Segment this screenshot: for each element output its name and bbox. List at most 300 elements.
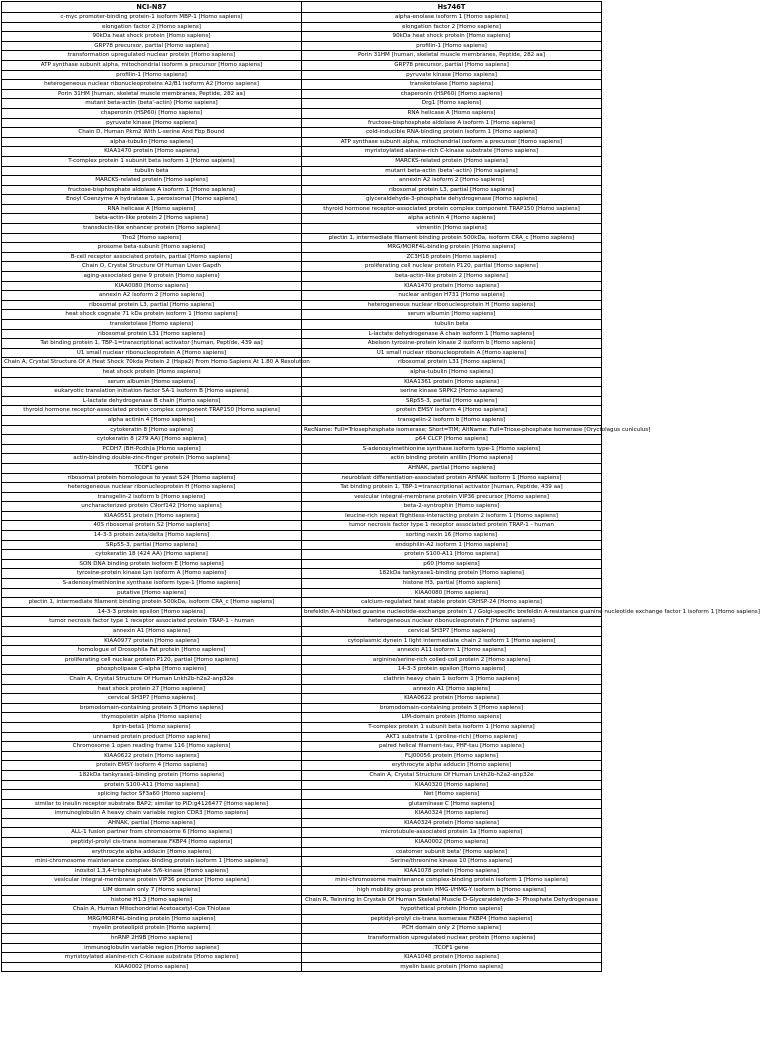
table-row — [2, 569, 602, 579]
hs746t-cell: KIAA0324 [Homo sapiens] — [302, 809, 602, 819]
hs746t-cell: annexin A1 [Homo sapiens] — [302, 684, 602, 694]
nci-n87-cell: c-myc promoter-binding protein-1 isoform MBP-1 [Homo sapiens] — [2, 13, 302, 23]
table-row — [2, 387, 602, 397]
table-row — [2, 598, 602, 608]
nci-n87-cell: transformation upregulated nuclear protein [Homo sapiens] — [2, 51, 302, 61]
nci-n87-cell: profilin-1 [Homo sapiens] — [2, 70, 302, 80]
table-row — [2, 924, 602, 934]
table-row — [2, 281, 602, 291]
hs746t-cell: brefeldin A-inhibited guanine nucleotide-exchange protein 1 / Golgi-specific brefeldin A-resistance guanine nucleotide exchange factor 1 isoform 1 [Homo sapiens] — [302, 607, 602, 617]
table-row — [2, 866, 602, 876]
nci-n87-cell: Chain A, Crystal Structure Of A Heat Shock 70kda Protein 2 (Hspa2) From Homo Sapiens At 1.80 A Resolution — [2, 358, 302, 368]
hs746t-cell: cervical SH3P7 [Homo sapiens] — [302, 627, 602, 637]
nci-n87-cell: KIAA0002 [Homo sapiens] — [2, 962, 302, 972]
table-row — [2, 166, 602, 176]
hs746t-cell: MRG/MORF4L-binding protein [Homo sapiens] — [302, 243, 602, 253]
hs746t-cell: alpha actinin 4 [Homo sapiens] — [302, 214, 602, 224]
table-row — [2, 732, 602, 742]
hs746t-cell: pyruvate kinase [Homo sapiens] — [302, 70, 602, 80]
hs746t-cell: KIAA0080 [Homo sapiens] — [302, 588, 602, 598]
hs746t-cell: p64 CLCP [Homo sapiens] — [302, 435, 602, 445]
hs746t-cell: annexin A2 isoform 2 [Homo sapiens] — [302, 176, 602, 186]
hs746t-cell: microtubule-associated protein 1a [Homo sapiens] — [302, 828, 602, 838]
nci-n87-cell: mutant beta-actin (beta'-actin) [Homo sapiens] — [2, 99, 302, 109]
hs746t-cell: histone H3, partial [Homo sapiens] — [302, 579, 602, 589]
hs746t-cell: protein EMSY isoform 4 [Homo sapiens] — [302, 406, 602, 416]
nci-n87-cell: Chain A, Human Mitochondrial Acetoacetyl-Coa Thiolase — [2, 905, 302, 915]
nci-n87-cell: phospholipase C-alpha [Homo sapiens] — [2, 665, 302, 675]
nci-n87-cell: RNA helicase A [Homo sapiens] — [2, 204, 302, 214]
table-row — [2, 89, 602, 99]
table-row — [2, 137, 602, 147]
hs746t-cell: Tat binding protein 1, TBP-1=transcriptional activator [human, Peptide, 439 aa] — [302, 483, 602, 493]
table-row — [2, 339, 602, 349]
table-row — [2, 502, 602, 512]
table-row — [2, 617, 602, 627]
hs746t-cell: Abelson tyrosine-protein kinase 2 isoform b [Homo sapiens] — [302, 339, 602, 349]
nci-n87-cell: transketolase [Homo sapiens] — [2, 320, 302, 330]
hs746t-cell: ATP synthase subunit alpha, mitochondrial isoform a precursor [Homo sapiens] — [302, 137, 602, 147]
nci-n87-cell: L-lactate dehydrogenase B chain [Homo sapiens] — [2, 396, 302, 406]
hs746t-cell: tumor necrosis factor type 1 receptor associated protein TRAP-1 - human — [302, 521, 602, 531]
table-row — [2, 962, 602, 972]
hs746t-cell: PCH domain only 2 [Homo sapiens] — [302, 924, 602, 934]
nci-n87-cell: U1 small nuclear ribonucleoprotein A [Homo sapiens] — [2, 348, 302, 358]
hs746t-cell: cytoplasmic dynein 1 light intermediate chain 2 isoform 1 [Homo sapiens] — [302, 636, 602, 646]
nci-n87-cell: MARCKS-related protein [Homo sapiens] — [2, 176, 302, 186]
table-row — [2, 300, 602, 310]
hs746t-cell: myelin basic protein [Homo sapiens] — [302, 962, 602, 972]
table-row — [2, 722, 602, 732]
table-row — [2, 857, 602, 867]
table-row — [2, 876, 602, 886]
hs746t-cell: serine kinase SRPK2 [Homo sapiens] — [302, 387, 602, 397]
hs746t-cell: KIAA1048 protein [Homo sapiens] — [302, 953, 602, 963]
nci-n87-cell: heat shock protein [Homo sapiens] — [2, 367, 302, 377]
nci-n87-cell: cervical SH3P7 [Homo sapiens] — [2, 694, 302, 704]
table-row — [2, 559, 602, 569]
hs746t-cell: vesicular integral-membrane protein VIP36 precursor [Homo sapiens] — [302, 492, 602, 502]
header-nci-n87: NCI-N87 — [2, 2, 302, 13]
hs746t-cell: TCOF1 gene — [302, 943, 602, 953]
table-row — [2, 636, 602, 646]
hs746t-cell: transformation upregulated nuclear protein [Homo sapiens] — [302, 934, 602, 944]
hs746t-cell: MARCKS-related protein [Homo sapiens] — [302, 156, 602, 166]
nci-n87-cell: splicing factor SF3a60 [Homo sapiens] — [2, 790, 302, 800]
hs746t-cell: GRP78 precursor, partial [Homo sapiens] — [302, 60, 602, 70]
table-row — [2, 790, 602, 800]
table-row — [2, 60, 602, 70]
hs746t-cell: KIAA0622 protein [Homo sapiens] — [302, 694, 602, 704]
nci-n87-cell: Enoyl Coenzyme A hydratase 1, peroxisomal [Homo sapiens] — [2, 195, 302, 205]
table-row — [2, 473, 602, 483]
table-row — [2, 435, 602, 445]
hs746t-cell: calcium-regulated heat stable protein CRHSP-24 [Homo sapiens] — [302, 598, 602, 608]
hs746t-cell: annexin A11 isoform 1 [Homo sapiens] — [302, 646, 602, 656]
hs746t-cell: actin binding protein anillin [Homo sapiens] — [302, 454, 602, 464]
nci-n87-cell: pyruvate kinase [Homo sapiens] — [2, 118, 302, 128]
hs746t-cell: beta-actin-like protein 2 [Homo sapiens] — [302, 272, 602, 282]
hs746t-cell: Net [Homo sapiens] — [302, 790, 602, 800]
table-row — [2, 943, 602, 953]
table-row — [2, 579, 602, 589]
nci-n87-cell: cytokeratin 8 (279 AA) [Homo sapiens] — [2, 435, 302, 445]
hs746t-cell: AKT1 substrate 1 (proline-rich) [Homo sapiens] — [302, 732, 602, 742]
hs746t-cell: fructose-bisphosphate aldolase A isoform 1 [Homo sapiens] — [302, 118, 602, 128]
nci-n87-cell: 14-3-3 protein epsilon [Homo sapiens] — [2, 607, 302, 617]
hs746t-cell: KIAA0002 [Homo sapiens] — [302, 838, 602, 848]
nci-n87-cell: unnamed protein product [Homo sapiens] — [2, 732, 302, 742]
nci-n87-cell: histone H1.3 [Homo sapiens] — [2, 895, 302, 905]
hs746t-cell: KIAA0324 protein [Homo sapiens] — [302, 818, 602, 828]
header-hs746t: Hs746T — [302, 2, 602, 13]
hs746t-cell: KIAA1361 protein [Homo sapiens] — [302, 377, 602, 387]
hs746t-cell: plectin 1, intermediate filament binding protein 500kDa, isoform CRA_c [Homo sapiens] — [302, 233, 602, 243]
nci-n87-cell: transgelin-2 isoform b [Homo sapiens] — [2, 492, 302, 502]
table-row — [2, 684, 602, 694]
hs746t-cell: paired helical filament-tau, PHF-tau [Homo sapiens] — [302, 742, 602, 752]
hs746t-cell: proliferating cell nuclear protein P120, partial [Homo sapiens] — [302, 262, 602, 272]
nci-n87-cell: mini-chromosome maintenance complex-binding protein isoform 1 [Homo sapiens] — [2, 857, 302, 867]
nci-n87-cell: alpha-tubulin [Homo sapiens] — [2, 137, 302, 147]
table-row — [2, 847, 602, 857]
table-row — [2, 224, 602, 234]
table-row — [2, 377, 602, 387]
nci-n87-cell: immunoglobulin variable region [Homo sapiens] — [2, 943, 302, 953]
nci-n87-cell: Tho2 [Homo sapiens] — [2, 233, 302, 243]
hs746t-cell: KIAA1470 protein [Homo sapiens] — [302, 281, 602, 291]
table-row — [2, 262, 602, 272]
table-row — [2, 483, 602, 493]
table-row — [2, 415, 602, 425]
table-row — [2, 51, 602, 61]
hs746t-cell: KIAA0320 [Homo sapiens] — [302, 780, 602, 790]
table-row — [2, 99, 602, 109]
nci-n87-cell: chaperonin (HSP60) [Homo sapiens] — [2, 108, 302, 118]
nci-n87-cell: protein EMSY isoform 4 [Homo sapiens] — [2, 761, 302, 771]
nci-n87-cell: KIAA0080 [Homo sapiens] — [2, 281, 302, 291]
table-row — [2, 770, 602, 780]
table-row — [2, 809, 602, 819]
nci-n87-cell: 90kDa heat shock protein [Homo sapiens] — [2, 32, 302, 42]
hs746t-cell: myristoylated alanine-rich C-kinase substrate [Homo sapiens] — [302, 147, 602, 157]
table-row — [2, 147, 602, 157]
nci-n87-cell: TCOF1 gene — [2, 463, 302, 473]
hs746t-cell: profilin-1 [Homo sapiens] — [302, 41, 602, 51]
hs746t-cell: high mobility group protein HMG-I/HMG-Y isoform b [Homo sapiens] — [302, 886, 602, 896]
nci-n87-cell: tubulin beta — [2, 166, 302, 176]
hs746t-cell: beta-2-syntrophin [Homo sapiens] — [302, 502, 602, 512]
table-row — [2, 454, 602, 464]
nci-n87-cell: proliferating cell nuclear protein P120, partial [Homo sapiens] — [2, 655, 302, 665]
hs746t-cell: alpha-tubulin [Homo sapiens] — [302, 367, 602, 377]
nci-n87-cell: thymopoietin alpha [Homo sapiens] — [2, 713, 302, 723]
nci-n87-cell: LIM domain only 7 [Homo sapiens] — [2, 886, 302, 896]
table-row — [2, 156, 602, 166]
nci-n87-cell: MRG/MORF4L-binding protein [Homo sapiens] — [2, 914, 302, 924]
nci-n87-cell: KIAA0622 protein [Homo sapiens] — [2, 751, 302, 761]
table-row — [2, 70, 602, 80]
hs746t-cell: heterogeneous nuclear ribonucleoprotein F [Homo sapiens] — [302, 617, 602, 627]
hs746t-cell: ZC3H18 protein [Homo sapiens] — [302, 252, 602, 262]
table-row — [2, 176, 602, 186]
hs746t-cell: erythrocyte alpha adducin [Homo sapiens] — [302, 761, 602, 771]
hs746t-cell: sorting nexin 16 [Homo sapiens] — [302, 531, 602, 541]
hs746t-cell: RecName: Full=Triosephosphate isomerase; Short=TIM; AltName: Full=Triose-phosphate isomerase [Oryctolagus cuniculus] — [302, 425, 602, 435]
hs746t-cell: S-adenosylmethionine synthase isoform type-1 [Homo sapiens] — [302, 444, 602, 454]
hs746t-cell: FLJ00056 protein [Homo sapiens] — [302, 751, 602, 761]
table-row — [2, 32, 602, 42]
hs746t-cell: protein S100-A11 [Homo sapiens] — [302, 550, 602, 560]
table-row — [2, 118, 602, 128]
nci-n87-cell: plectin 1, intermediate filament binding protein 500kDa, isoform CRA_c [Homo sapiens] — [2, 598, 302, 608]
nci-n87-cell: cytokeratin 8 [Homo sapiens] — [2, 425, 302, 435]
hs746t-cell: neuroblast differentiation-associated protein AHNAK isoform 1 [Homo sapiens] — [302, 473, 602, 483]
hs746t-cell: AHNAK, partial [Homo sapiens] — [302, 463, 602, 473]
table-row — [2, 655, 602, 665]
nci-n87-cell: SON DNA binding protein isoform E [Homo sapiens] — [2, 559, 302, 569]
table-row — [2, 818, 602, 828]
table-row — [2, 799, 602, 809]
hs746t-cell: 14-3-3 protein epsilon [Homo sapiens] — [302, 665, 602, 675]
table-row — [2, 329, 602, 339]
table-row — [2, 396, 602, 406]
nci-n87-cell: AHNAK, partial [Homo sapiens] — [2, 818, 302, 828]
table-row — [2, 761, 602, 771]
nci-n87-cell: thyroid hormone receptor-associated protein complex component TRAP150 [Homo sapiens] — [2, 406, 302, 416]
hs746t-cell: Chain A, Crystal Structure Of Human Lnkh2b-h2a2-anp32e — [302, 770, 602, 780]
table-row — [2, 291, 602, 301]
nci-n87-cell: heat shock cognate 71 kDa protein isoform 1 [Homo sapiens] — [2, 310, 302, 320]
hs746t-cell: elongation factor 2 [Homo sapiens] — [302, 22, 602, 32]
table-row — [2, 828, 602, 838]
nci-n87-cell: putative [Homo sapiens] — [2, 588, 302, 598]
hs746t-cell: vimentin [Homo sapiens] — [302, 224, 602, 234]
table-row — [2, 953, 602, 963]
hs746t-cell: T-complex protein 1 subunit beta isoform 1 [Homo sapiens] — [302, 722, 602, 732]
table-row — [2, 272, 602, 282]
hs746t-cell: KIAA1078 protein [Homo sapiens] — [302, 866, 602, 876]
hs746t-cell: serum albumin [Homo sapiens] — [302, 310, 602, 320]
hs746t-cell: p60 [Homo sapiens] — [302, 559, 602, 569]
nci-n87-cell: B-cell receptor associated protein, partial [Homo sapiens] — [2, 252, 302, 262]
nci-n87-cell: PCDH7 (BH-Pcdh)a [Homo sapiens] — [2, 444, 302, 454]
table-row — [2, 348, 602, 358]
hs746t-cell: chaperonin (HSP60) [Homo sapiens] — [302, 89, 602, 99]
table-row — [2, 233, 602, 243]
table-row — [2, 185, 602, 195]
nci-n87-cell: aging-associated gene 9 protein [Homo sapiens] — [2, 272, 302, 282]
table-row — [2, 914, 602, 924]
table-row — [2, 646, 602, 656]
table-row — [2, 425, 602, 435]
header-row — [2, 2, 602, 13]
nci-n87-cell: heat shock protein 27 [Homo sapiens] — [2, 684, 302, 694]
hs746t-cell: Porin 31HM [human, skeletal muscle membranes, Peptide, 282 aa] — [302, 51, 602, 61]
hs746t-cell: U1 small nuclear ribonucleoprotein A [Homo sapiens] — [302, 348, 602, 358]
nci-n87-cell: myristoylated alanine-rich C-kinase substrate [Homo sapiens] — [2, 953, 302, 963]
nci-n87-cell: vesicular integral-membrane protein VIP36 precursor [Homo sapiens] — [2, 876, 302, 886]
table-row — [2, 550, 602, 560]
hs746t-cell: endophilin-A2 isoform 1 [Homo sapiens] — [302, 540, 602, 550]
table-row — [2, 367, 602, 377]
nci-n87-cell: annexin A2 isoform 2 [Homo sapiens] — [2, 291, 302, 301]
nci-n87-cell: tumor necrosis factor type 1 receptor associated protein TRAP-1 - human — [2, 617, 302, 627]
nci-n87-cell: homologue of Drosophila Fat protein [Homo sapiens] — [2, 646, 302, 656]
table-row — [2, 80, 602, 90]
hs746t-cell: cold-inducible RNA-binding protein isoform 1 [Homo sapiens] — [302, 128, 602, 138]
hs746t-cell: coatomer subunit beta' [Homo sapiens] — [302, 847, 602, 857]
table-row — [2, 195, 602, 205]
table-row — [2, 13, 602, 23]
nci-n87-cell: immunoglobulin A heavy chain variable region CDR3 [Homo sapiens] — [2, 809, 302, 819]
nci-n87-cell: heterogeneous nuclear ribonucleoproteins A2/B1 isoform A2 [Homo sapiens] — [2, 80, 302, 90]
table-row — [2, 905, 602, 915]
nci-n87-cell: heterogeneous nuclear ribonucleoprotein H [Homo sapiens] — [2, 483, 302, 493]
table-row — [2, 444, 602, 454]
table-row — [2, 406, 602, 416]
hs746t-cell: Chain R, Twinning In Crystals Of Human Skeletal Muscle D-Glyceraldehyde-3- Phosphate Dehydrogenase — [302, 895, 602, 905]
hs746t-cell: ribosomal protein L3, partial [Homo sapiens] — [302, 185, 602, 195]
nci-n87-cell: ribosomal protein homologous to yeast S24 [Homo sapiens] — [2, 473, 302, 483]
table-body — [2, 13, 760, 972]
hs746t-cell: Drg1 [Homo sapiens] — [302, 99, 602, 109]
table-row — [2, 742, 602, 752]
nci-n87-cell: tyrosine-protein kinase Lyn isoform A [Homo sapiens] — [2, 569, 302, 579]
nci-n87-cell: peptidyl-prolyl cis-trans isomerase FKBP4 [Homo sapiens] — [2, 838, 302, 848]
table-row — [2, 780, 602, 790]
table-row — [2, 511, 602, 521]
nci-n87-cell: 40S ribosomal protein S2 [Homo sapiens] — [2, 521, 302, 531]
nci-n87-cell: T-complex protein 1 subunit beta isoform 1 [Homo sapiens] — [2, 156, 302, 166]
nci-n87-cell: protein S100-A11 [Homo sapiens] — [2, 780, 302, 790]
table-row — [2, 934, 602, 944]
table-row — [2, 41, 602, 51]
table-row — [2, 320, 602, 330]
nci-n87-cell: hnRNP 2H9B [Homo sapiens] — [2, 934, 302, 944]
table-row — [2, 531, 602, 541]
table-row — [2, 128, 602, 138]
hs746t-cell: glyceraldehyde-3-phosphate dehydrogenase [Homo sapiens] — [302, 195, 602, 205]
hs746t-cell: alpha-enolase isoform 1 [Homo sapiens] — [302, 13, 602, 23]
table-row — [2, 243, 602, 253]
hs746t-cell: Serine/threonine kinase 10 [Homo sapiens] — [302, 857, 602, 867]
nci-n87-cell: elongation factor 2 [Homo sapiens] — [2, 22, 302, 32]
nci-n87-cell: KIAA1470 protein [Homo sapiens] — [2, 147, 302, 157]
hs746t-cell: glutaminase C [Homo sapiens] — [302, 799, 602, 809]
table-row — [2, 751, 602, 761]
table-row — [2, 588, 602, 598]
nci-n87-cell: bromodomain-containing protein 3 [Homo sapiens] — [2, 703, 302, 713]
hs746t-cell: clathrin heavy chain 1 isoform 1 [Homo sapiens] — [302, 674, 602, 684]
hs746t-cell: hypothetical protein [Homo sapiens] — [302, 905, 602, 915]
nci-n87-cell: similar to insulin receptor substrate BAP2; similar to PID:g4126477 [Homo sapiens] — [2, 799, 302, 809]
table-row — [2, 886, 602, 896]
nci-n87-cell: Tat binding protein 1, TBP-1=transcriptional activator [human, Peptide, 439 aa] — [2, 339, 302, 349]
nci-n87-cell: actin-binding double-zinc-finger protein [Homo sapiens] — [2, 454, 302, 464]
hs746t-cell: LIM-domain protein [Homo sapiens] — [302, 713, 602, 723]
table-row — [2, 607, 602, 617]
table-row — [2, 665, 602, 675]
hs746t-cell: nuclear antigen H731 [Homo sapiens] — [302, 291, 602, 301]
hs746t-cell: thyroid hormone receptor-associated protein complex component TRAP150 [Homo sapiens] — [302, 204, 602, 214]
nci-n87-cell: Chromosome 1 open reading frame 116 [Homo sapiens] — [2, 742, 302, 752]
table-row — [2, 627, 602, 637]
hs746t-cell: bromodomain-containing protein 3 [Homo sapiens] — [302, 703, 602, 713]
nci-n87-cell: SRp55-3, partial [Homo sapiens] — [2, 540, 302, 550]
protein-table-container — [1, 1, 760, 1039]
nci-n87-cell: ATP synthase subunit alpha, mitochondrial isoform a precursor [Homo sapiens] — [2, 60, 302, 70]
nci-n87-cell: KIAA0977 protein [Homo sapiens] — [2, 636, 302, 646]
table-row — [2, 838, 602, 848]
hs746t-cell: L-lactate dehydrogenase A chain isoform 1 [Homo sapiens] — [302, 329, 602, 339]
table-row — [2, 463, 602, 473]
table-row — [2, 214, 602, 224]
table-row — [2, 694, 602, 704]
nci-n87-cell: ALL-1 fusion partner from chromosome 6 [Homo sapiens] — [2, 828, 302, 838]
protein-comparison-table — [1, 1, 760, 972]
table-row — [2, 108, 602, 118]
nci-n87-cell: S-adenosylmethionine synthase isoform type-1 [Homo sapiens] — [2, 579, 302, 589]
hs746t-cell: mutant beta-actin (beta'-actin) [Homo sapiens] — [302, 166, 602, 176]
table-row — [2, 22, 602, 32]
nci-n87-cell: Porin 31HM [human, skeletal muscle membranes, Peptide, 282 aa] — [2, 89, 302, 99]
hs746t-cell: heterogeneous nuclear ribonucleoprotein H [Homo sapiens] — [302, 300, 602, 310]
nci-n87-cell: KIAA0551 protein [Homo sapiens] — [2, 511, 302, 521]
nci-n87-cell: inositol 1,3,4-trisphosphate 5/6-kinase [Homo sapiens] — [2, 866, 302, 876]
nci-n87-cell: beta-actin-like protein 2 [Homo sapiens] — [2, 214, 302, 224]
nci-n87-cell: eukaryotic translation initiation factor 5A-1 isoform B [Homo sapiens] — [2, 387, 302, 397]
nci-n87-cell: fructose-bisphosphate aldolase A isoform 1 [Homo sapiens] — [2, 185, 302, 195]
table-row — [2, 204, 602, 214]
hs746t-cell: peptidyl-prolyl cis-trans isomerase FKBP4 [Homo sapiens] — [302, 914, 602, 924]
hs746t-cell: tubulin beta — [302, 320, 602, 330]
nci-n87-cell: GRP78 precursor, partial [Homo sapiens] — [2, 41, 302, 51]
table-row — [2, 713, 602, 723]
hs746t-cell: 182kDa tankyrase1-binding protein [Homo sapiens] — [302, 569, 602, 579]
nci-n87-cell: 14-3-3 protein zeta/delta [Homo sapiens] — [2, 531, 302, 541]
hs746t-cell: 90kDa heat shock protein [Homo sapiens] — [302, 32, 602, 42]
nci-n87-cell: serum albumin [Homo sapiens] — [2, 377, 302, 387]
hs746t-cell: RNA helicase A [Homo sapiens] — [302, 108, 602, 118]
nci-n87-cell: liprin-beta1 [Homo sapiens] — [2, 722, 302, 732]
hs746t-cell: ribosomal protein L31 [Homo sapiens] — [302, 358, 602, 368]
nci-n87-cell: erythrocyte alpha adducin [Homo sapiens] — [2, 847, 302, 857]
table-row — [2, 521, 602, 531]
nci-n87-cell: 182kDa tankyrase1-binding protein [Homo sapiens] — [2, 770, 302, 780]
table-row — [2, 252, 602, 262]
table-row — [2, 540, 602, 550]
hs746t-cell: arginine/serine-rich coiled-coil protein 2 [Homo sapiens] — [302, 655, 602, 665]
table-row — [2, 703, 602, 713]
nci-n87-cell: alpha actinin 4 [Homo sapiens] — [2, 415, 302, 425]
nci-n87-cell: myelin proteolipid protein [Homo sapiens] — [2, 924, 302, 934]
nci-n87-cell: uncharacterized protein C9orf142 [Homo sapiens] — [2, 502, 302, 512]
hs746t-cell: SRp55-3, partial [Homo sapiens] — [302, 396, 602, 406]
hs746t-cell: mini-chromosome maintenance complex-binding protein isoform 1 [Homo sapiens] — [302, 876, 602, 886]
nci-n87-cell: Chain D, Human Pkm2 With L-serine And Fbp Bound — [2, 128, 302, 138]
nci-n87-cell: cytokeratin 18 (424 AA) [Homo sapiens] — [2, 550, 302, 560]
table-row — [2, 358, 602, 368]
hs746t-cell: transketolase [Homo sapiens] — [302, 80, 602, 90]
nci-n87-cell: Chain O, Crystal Structure Of Human Liver Gapdh — [2, 262, 302, 272]
nci-n87-cell: ribosomal protein L3, partial [Homo sapiens] — [2, 300, 302, 310]
hs746t-cell: transgelin-2 isoform b [Homo sapiens] — [302, 415, 602, 425]
nci-n87-cell: prosome beta-subunit [Homo sapiens] — [2, 243, 302, 253]
table-row — [2, 895, 602, 905]
hs746t-cell: leucine-rich repeat flightless-interacting protein 2 isoform 1 [Homo sapiens] — [302, 511, 602, 521]
nci-n87-cell: annexin A1 [Homo sapiens] — [2, 627, 302, 637]
